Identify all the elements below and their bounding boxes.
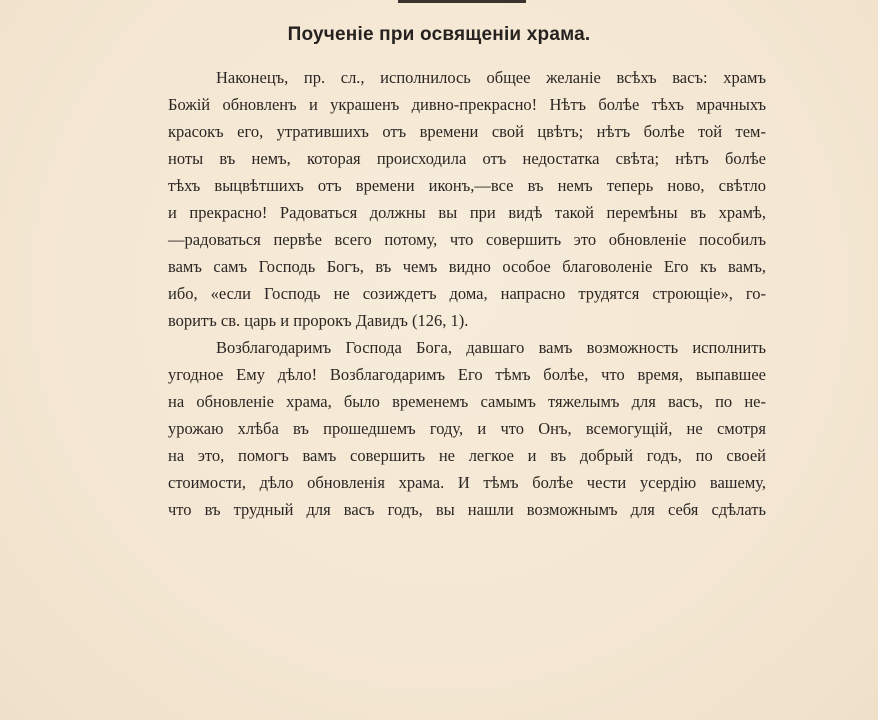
text-line: красокъ его, утратившихъ отъ времени свой цвѣтъ; нѣтъ болѣе той тем- [168,122,766,141]
text-line: на обновленіе храма, было временемъ самымъ тяжелымъ для васъ, по не- [168,392,766,411]
text-line: что въ трудный для васъ годъ, вы нашли возможнымъ для себя сдѣлать [168,500,766,519]
text-line: Наконецъ, пр. сл., исполнилось общее желаніе всѣхъ васъ: храмъ [216,68,766,87]
text-line: воритъ св. царь и пророкъ Давидъ (126, 1). [168,311,469,330]
text-line: ноты въ немъ, которая происходила отъ недостатка свѣта; нѣтъ болѣе [168,149,766,168]
text-line: Божій обновленъ и украшенъ дивно-прекрасно! Нѣтъ болѣе тѣхъ мрачныхъ [168,95,766,114]
text-line: —радоваться первѣе всего потому, что совершить это обновленіе пособилъ [168,230,766,249]
top-rule-divider [398,0,526,3]
text-line: на это, помогъ вамъ совершить не легкое и въ добрый годъ, по своей [168,446,766,465]
text-line: угодное Ему дѣло! Возблагодаримъ Его тѣмъ болѣе, что время, выпавшее [168,365,766,384]
text-line: стоимости, дѣло обновленія храма. И тѣмъ болѣе чести усердію вашему, [168,473,766,492]
text-line: урожаю хлѣба въ прошедшемъ году, и что Онъ, всемогущій, не смотря [168,419,766,438]
text-line: Возблагодаримъ Господа Бога, давшаго вамъ возможность исполнить [216,338,766,357]
page-title: Поученіе при освященіи храма. [287,24,591,45]
text-line: тѣхъ выцвѣтшихъ отъ времени иконъ,—все въ немъ теперь ново, свѣтло [168,176,766,195]
text-line: вамъ самъ Господь Богъ, въ чемъ видно особое благоволеніе Его къ вамъ, [168,257,766,276]
text-line: ибо, «если Господь не созиждетъ дома, напрасно трудятся строющіе», го- [168,284,766,303]
text-line: и прекрасно! Радоваться должны вы при видѣ такой перемѣны въ храмѣ, [168,203,766,222]
